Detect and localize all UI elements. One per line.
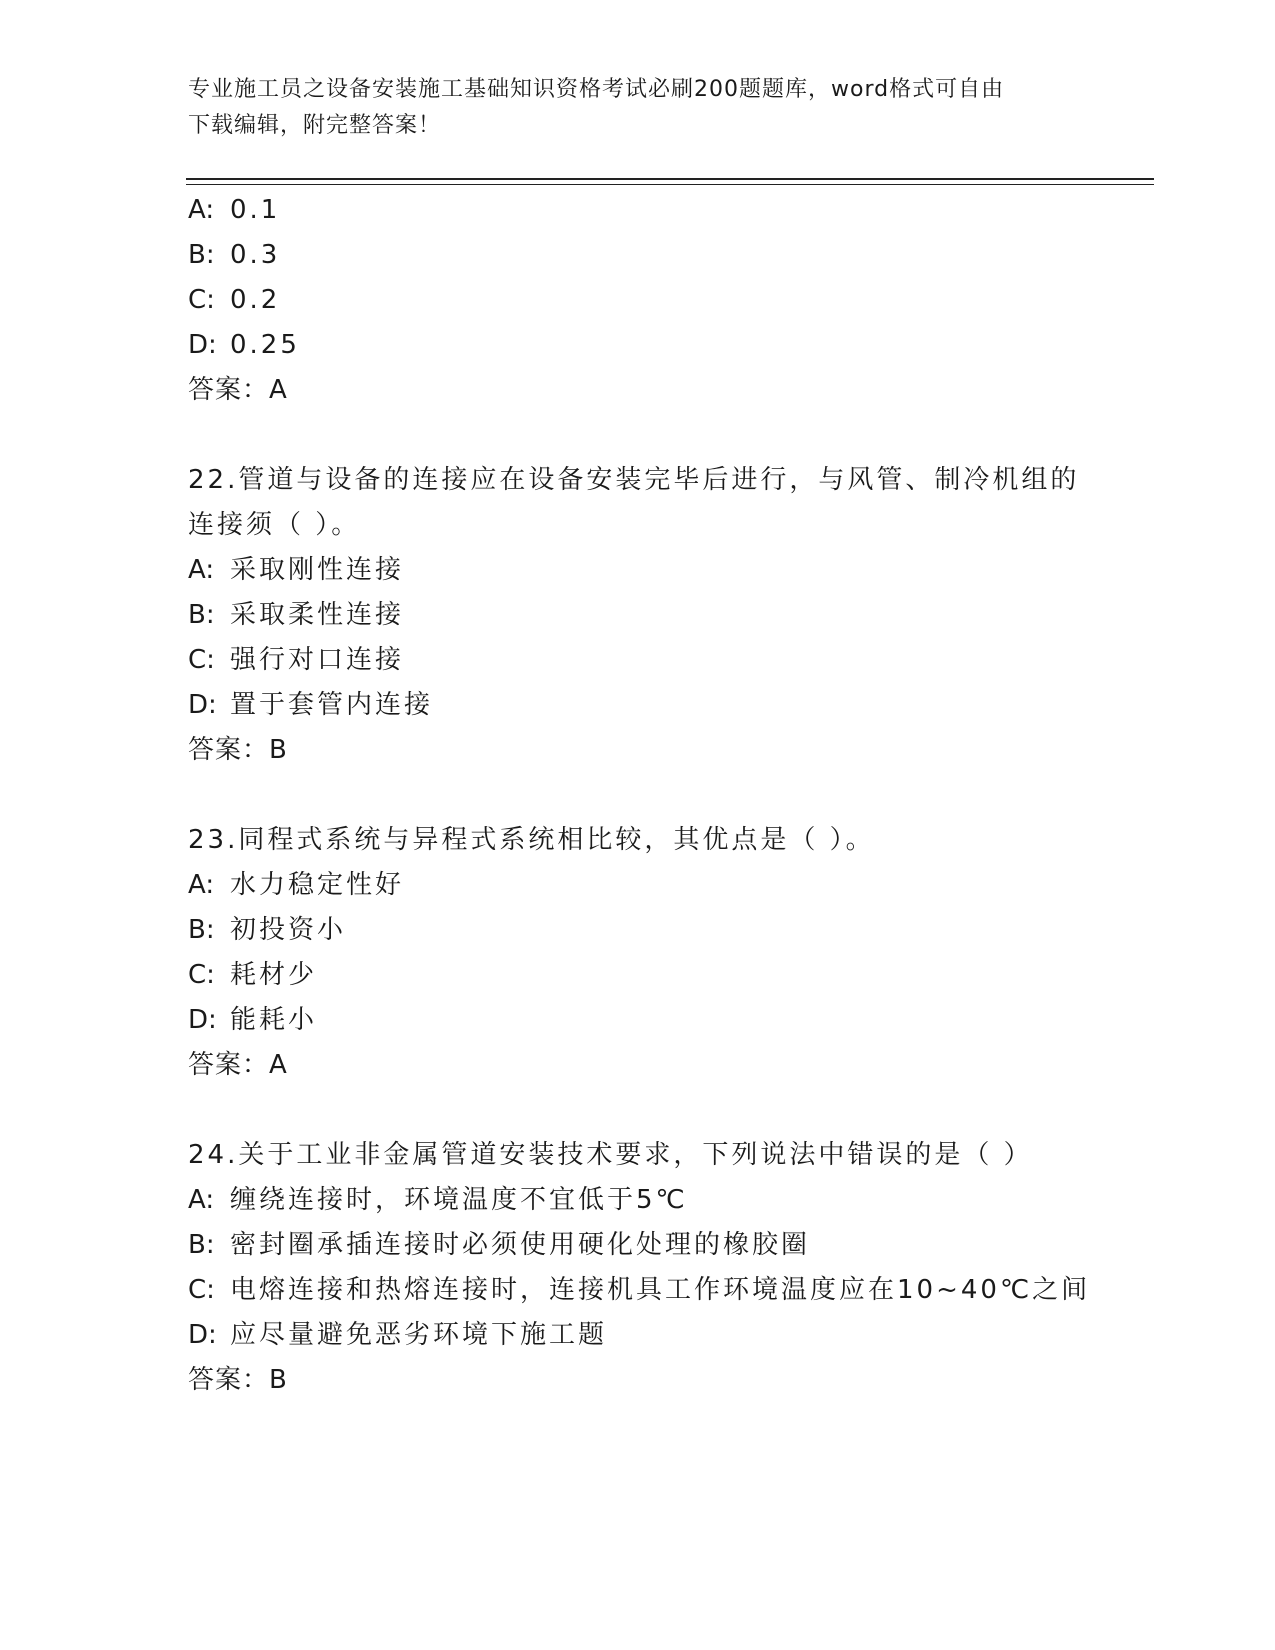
q24-option-b	[188, 1229, 810, 1261]
option-label: A:	[188, 870, 215, 900]
header-line-2: 下载编辑，附完整答案！	[188, 113, 442, 138]
option-text: 0.3	[230, 240, 281, 270]
option-label: B:	[188, 1230, 215, 1260]
q23-option-a	[188, 869, 404, 901]
q21-option-a	[188, 194, 280, 226]
option-text: 置于套管内连接	[230, 690, 434, 720]
q24-option-a	[188, 1184, 688, 1216]
option-text: 缠绕连接时，环境温度不宜低于5℃	[230, 1185, 688, 1215]
option-label: B:	[188, 240, 215, 270]
option-text: 采取柔性连接	[230, 600, 405, 630]
q22-option-c	[188, 644, 404, 676]
option-text: 0.2	[230, 285, 281, 315]
q23-stem-line-1: 23.同程式系统与异程式系统相比较，其优点是（ ）。	[188, 825, 875, 855]
option-text: 密封圈承插连接时必须使用硬化处理的橡胶圈	[230, 1230, 811, 1260]
q21-option-c	[188, 284, 280, 316]
option-text: 应尽量避免恶劣环境下施工题	[230, 1320, 608, 1350]
option-label: B:	[188, 600, 215, 630]
option-text: 0.25	[230, 330, 300, 360]
q22-option-a	[188, 554, 404, 586]
header-divider-thick	[186, 178, 1154, 180]
option-label: C:	[188, 960, 215, 990]
option-text: 采取刚性连接	[230, 555, 405, 585]
q24-option-c	[188, 1274, 1090, 1306]
option-label: C:	[188, 645, 215, 675]
header-divider-thin	[186, 184, 1154, 185]
option-text: 水力稳定性好	[230, 870, 405, 900]
q23-option-b	[188, 914, 346, 946]
q24-answer: 答案：B	[188, 1365, 288, 1395]
q22-option-d	[188, 689, 433, 721]
option-label: B:	[188, 915, 215, 945]
option-label: A:	[188, 555, 215, 585]
option-text: 0.1	[230, 195, 281, 225]
q22-option-b	[188, 599, 404, 631]
option-text: 能耗小	[230, 1005, 318, 1035]
q24-option-d	[188, 1319, 607, 1351]
q23-answer: 答案：A	[188, 1050, 288, 1080]
option-label: D:	[188, 330, 217, 360]
q22-answer: 答案：B	[188, 735, 288, 765]
option-label: C:	[188, 1275, 215, 1305]
option-label: C:	[188, 285, 215, 315]
q21-option-d	[188, 329, 300, 361]
q21-answer: 答案：A	[188, 375, 288, 405]
header-line-1: 专业施工员之设备安装施工基础知识资格考试必刷200题题库，word格式可自由	[188, 77, 1005, 102]
q22-stem-line-1: 22.管道与设备的连接应在设备安装完毕后进行，与风管、制冷机组的	[188, 465, 1080, 495]
document-header	[188, 72, 1068, 144]
option-text: 耗材少	[230, 960, 318, 990]
q22-stem-line-2: 连接须（ ）。	[188, 510, 361, 540]
q23-option-c	[188, 959, 317, 991]
q23-option-d	[188, 1004, 317, 1036]
option-label: A:	[188, 195, 215, 225]
option-label: A:	[188, 1185, 215, 1215]
q24-stem-line-1: 24.关于工业非金属管道安装技术要求，下列说法中错误的是（ ）	[188, 1140, 1033, 1170]
option-text: 电熔连接和热熔连接时，连接机具工作环境温度应在10~40℃之间	[230, 1275, 1091, 1305]
option-label: D:	[188, 1320, 217, 1350]
option-text: 初投资小	[230, 915, 347, 945]
option-text: 强行对口连接	[230, 645, 405, 675]
q21-option-b	[188, 239, 280, 271]
option-label: D:	[188, 690, 217, 720]
option-label: D:	[188, 1005, 217, 1035]
